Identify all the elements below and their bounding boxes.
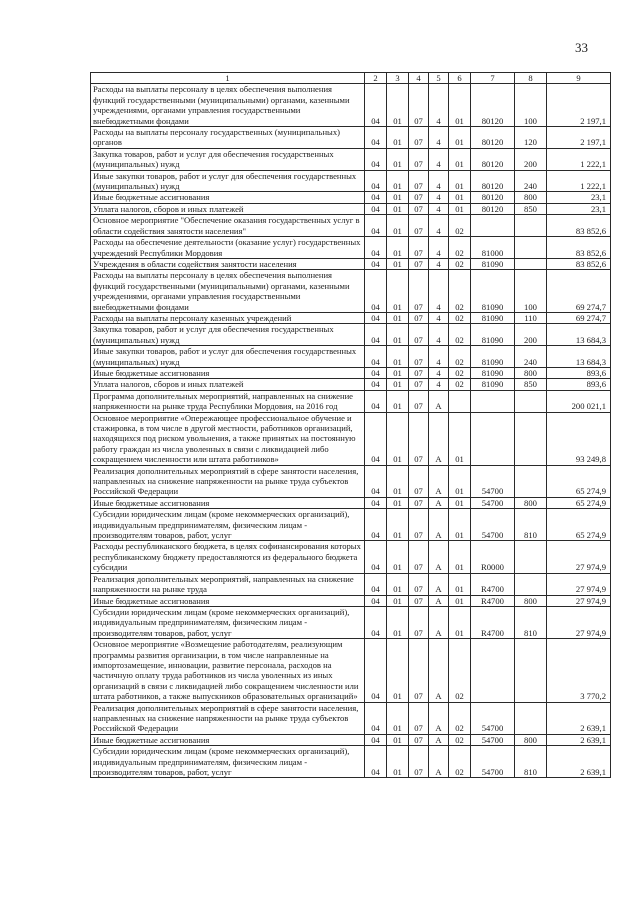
- code-cell: 04: [365, 258, 387, 269]
- code-cell: А: [429, 639, 449, 702]
- target-code-cell: [471, 639, 515, 702]
- code-cell: 4: [429, 127, 449, 149]
- expense-type-cell: 110: [515, 312, 547, 323]
- target-code-cell: 54700: [471, 509, 515, 541]
- table-row: [91, 215, 611, 237]
- code-cell: 07: [409, 258, 429, 269]
- code-cell: 07: [409, 390, 429, 412]
- table-row: [91, 170, 611, 192]
- code-cell: 07: [409, 127, 429, 149]
- code-cell: 01: [449, 127, 471, 149]
- target-code-cell: R4700: [471, 606, 515, 638]
- table-row: [91, 84, 611, 127]
- target-code-cell: [471, 390, 515, 412]
- table-row: [91, 346, 611, 368]
- expense-type-cell: [515, 237, 547, 259]
- amount-cell: 2 197,1: [547, 127, 611, 149]
- expense-type-cell: [515, 573, 547, 595]
- expense-type-cell: 120: [515, 127, 547, 149]
- code-cell: 4: [429, 312, 449, 323]
- target-code-cell: 81090: [471, 346, 515, 368]
- code-cell: 4: [429, 379, 449, 390]
- header-cell: 6: [449, 73, 471, 84]
- amount-cell: 83 852,6: [547, 237, 611, 259]
- name-cell: Иные бюджетные ассигнования: [91, 192, 365, 203]
- code-cell: 04: [365, 639, 387, 702]
- page-number: 33: [575, 40, 588, 55]
- name-cell: Уплата налогов, сборов и иных платежей: [91, 379, 365, 390]
- expense-type-cell: [515, 390, 547, 412]
- code-cell: 02: [449, 215, 471, 237]
- code-cell: А: [429, 509, 449, 541]
- code-cell: 01: [387, 746, 409, 778]
- amount-cell: 93 249,8: [547, 412, 611, 465]
- code-cell: 07: [409, 509, 429, 541]
- name-cell: Уплата налогов, сборов и иных платежей: [91, 203, 365, 214]
- code-cell: 4: [429, 170, 449, 192]
- code-cell: 01: [387, 509, 409, 541]
- code-cell: 04: [365, 734, 387, 745]
- amount-cell: 65 274,9: [547, 465, 611, 497]
- target-code-cell: 81000: [471, 237, 515, 259]
- code-cell: 01: [387, 702, 409, 734]
- code-cell: А: [429, 465, 449, 497]
- code-cell: 04: [365, 497, 387, 508]
- code-cell: 04: [365, 595, 387, 606]
- target-code-cell: 54700: [471, 497, 515, 508]
- target-code-cell: 80120: [471, 203, 515, 214]
- code-cell: 01: [449, 595, 471, 606]
- code-cell: 01: [449, 192, 471, 203]
- header-cell: 1: [91, 73, 365, 84]
- amount-cell: 23,1: [547, 192, 611, 203]
- target-code-cell: R0000: [471, 541, 515, 573]
- expense-type-cell: 100: [515, 84, 547, 127]
- code-cell: 01: [387, 312, 409, 323]
- code-cell: А: [429, 412, 449, 465]
- code-cell: 04: [365, 465, 387, 497]
- table-row: [91, 237, 611, 259]
- code-cell: 01: [387, 215, 409, 237]
- table-row: [91, 324, 611, 346]
- code-cell: 02: [449, 702, 471, 734]
- code-cell: 01: [387, 412, 409, 465]
- code-cell: 01: [449, 203, 471, 214]
- expense-type-cell: 850: [515, 203, 547, 214]
- code-cell: 01: [387, 148, 409, 170]
- code-cell: 01: [387, 270, 409, 313]
- code-cell: 04: [365, 702, 387, 734]
- code-cell: 04: [365, 237, 387, 259]
- target-code-cell: 54700: [471, 465, 515, 497]
- code-cell: А: [429, 595, 449, 606]
- name-cell: Реализация дополнительных мероприятий в сфере занятости населения, направленных на снижение напряженности на рынке труда субъектов Российской Федерации: [91, 702, 365, 734]
- table-row: [91, 127, 611, 149]
- code-cell: [449, 390, 471, 412]
- code-cell: 4: [429, 346, 449, 368]
- code-cell: 02: [449, 324, 471, 346]
- amount-cell: 23,1: [547, 203, 611, 214]
- amount-cell: 83 852,6: [547, 215, 611, 237]
- target-code-cell: 81090: [471, 324, 515, 346]
- expense-type-cell: [515, 702, 547, 734]
- code-cell: 07: [409, 192, 429, 203]
- header-cell: 4: [409, 73, 429, 84]
- code-cell: 04: [365, 346, 387, 368]
- expense-type-cell: [515, 541, 547, 573]
- code-cell: 4: [429, 324, 449, 346]
- amount-cell: 27 974,9: [547, 573, 611, 595]
- code-cell: 01: [387, 606, 409, 638]
- amount-cell: 13 684,3: [547, 324, 611, 346]
- expense-type-cell: [515, 465, 547, 497]
- code-cell: 4: [429, 203, 449, 214]
- code-cell: 07: [409, 312, 429, 323]
- name-cell: Расходы на обеспечение деятельности (оказание услуг) государственных учреждений Республики Мордовия: [91, 237, 365, 259]
- name-cell: Субсидии юридическим лицам (кроме некоммерческих организаций), индивидуальным предпринимателям, физическим лицам - производителям товаров, работ, услуг: [91, 606, 365, 638]
- code-cell: 01: [387, 170, 409, 192]
- table-row: [91, 746, 611, 778]
- target-code-cell: R4700: [471, 595, 515, 606]
- amount-cell: 3 770,2: [547, 639, 611, 702]
- code-cell: 01: [387, 346, 409, 368]
- code-cell: 02: [449, 346, 471, 368]
- code-cell: 07: [409, 215, 429, 237]
- code-cell: 02: [449, 237, 471, 259]
- code-cell: 01: [387, 203, 409, 214]
- table-row: [91, 702, 611, 734]
- code-cell: 01: [387, 237, 409, 259]
- table-row: [91, 465, 611, 497]
- table-header-row: [91, 73, 611, 84]
- table-row: [91, 192, 611, 203]
- header-cell: 3: [387, 73, 409, 84]
- code-cell: А: [429, 541, 449, 573]
- code-cell: 07: [409, 606, 429, 638]
- amount-cell: 2 639,1: [547, 702, 611, 734]
- code-cell: 07: [409, 148, 429, 170]
- code-cell: 04: [365, 379, 387, 390]
- code-cell: 02: [449, 270, 471, 313]
- name-cell: Иные закупки товаров, работ и услуг для обеспечения государственных (муниципальных) нужд: [91, 346, 365, 368]
- code-cell: 01: [387, 639, 409, 702]
- code-cell: 4: [429, 148, 449, 170]
- expense-type-cell: 800: [515, 734, 547, 745]
- expense-type-cell: 800: [515, 595, 547, 606]
- code-cell: 01: [387, 192, 409, 203]
- code-cell: 01: [387, 324, 409, 346]
- code-cell: 4: [429, 367, 449, 378]
- name-cell: Субсидии юридическим лицам (кроме некоммерческих организаций), индивидуальным предпринимателям, физическим лицам - производителям товаров, работ, услуг: [91, 509, 365, 541]
- code-cell: 04: [365, 509, 387, 541]
- code-cell: 01: [387, 734, 409, 745]
- code-cell: А: [429, 734, 449, 745]
- amount-cell: 69 274,7: [547, 312, 611, 323]
- name-cell: Программа дополнительных мероприятий, направленных на снижение напряженности на рынке труда Республики Мордовия, на 2016 год: [91, 390, 365, 412]
- code-cell: 04: [365, 84, 387, 127]
- target-code-cell: [471, 215, 515, 237]
- amount-cell: 69 274,7: [547, 270, 611, 313]
- name-cell: Учреждения в области содействия занятости населения: [91, 258, 365, 269]
- amount-cell: 893,6: [547, 367, 611, 378]
- code-cell: 02: [449, 258, 471, 269]
- name-cell: Закупка товаров, работ и услуг для обеспечения государственных (муниципальных) нужд: [91, 148, 365, 170]
- expense-type-cell: 810: [515, 606, 547, 638]
- code-cell: 01: [449, 606, 471, 638]
- expense-type-cell: 850: [515, 379, 547, 390]
- expense-type-cell: [515, 639, 547, 702]
- name-cell: Основное мероприятие «Опережающее профессиональное обучение и стажировка, в том числе в другой местности, работников организаций, находящихся под риском увольнения, а также принятых на постоянную работу граждан из числа уволенных в связи с ликвидацией либо сокращением численности или штата работников»: [91, 412, 365, 465]
- amount-cell: 65 274,9: [547, 497, 611, 508]
- target-code-cell: 54700: [471, 746, 515, 778]
- code-cell: 01: [387, 390, 409, 412]
- code-cell: 04: [365, 203, 387, 214]
- expense-type-cell: 200: [515, 148, 547, 170]
- code-cell: А: [429, 746, 449, 778]
- expense-type-cell: [515, 258, 547, 269]
- code-cell: 07: [409, 465, 429, 497]
- table-row: [91, 148, 611, 170]
- table-row: [91, 412, 611, 465]
- code-cell: 04: [365, 215, 387, 237]
- target-code-cell: 80120: [471, 170, 515, 192]
- target-code-cell: 80120: [471, 192, 515, 203]
- code-cell: 01: [449, 170, 471, 192]
- expense-type-cell: [515, 412, 547, 465]
- code-cell: 04: [365, 170, 387, 192]
- table-row: [91, 258, 611, 269]
- expense-type-cell: 800: [515, 192, 547, 203]
- amount-cell: 13 684,3: [547, 346, 611, 368]
- target-code-cell: 80120: [471, 84, 515, 127]
- code-cell: А: [429, 702, 449, 734]
- code-cell: 01: [387, 595, 409, 606]
- name-cell: Основное мероприятие «Возмещение работодателям, реализующим программы развития организации, в том числе направленные на импортозамещение, инновации, развитие персонала, расходов на частичную оплату труда работников из числа уволенных из иных организаций в связи с ликвидацией либо сокращением численности или штата работников, а также выпускников образовательных организаций»: [91, 639, 365, 702]
- code-cell: 02: [449, 312, 471, 323]
- code-cell: 07: [409, 595, 429, 606]
- code-cell: А: [429, 497, 449, 508]
- expense-type-cell: 240: [515, 346, 547, 368]
- code-cell: 07: [409, 639, 429, 702]
- code-cell: 02: [449, 734, 471, 745]
- code-cell: 07: [409, 237, 429, 259]
- code-cell: 02: [449, 639, 471, 702]
- code-cell: 01: [387, 84, 409, 127]
- code-cell: 07: [409, 573, 429, 595]
- table-row: [91, 367, 611, 378]
- code-cell: 04: [365, 312, 387, 323]
- table-row: [91, 312, 611, 323]
- table-row: [91, 270, 611, 313]
- code-cell: 04: [365, 324, 387, 346]
- code-cell: 04: [365, 127, 387, 149]
- table-row: [91, 390, 611, 412]
- code-cell: 04: [365, 412, 387, 465]
- target-code-cell: 54700: [471, 702, 515, 734]
- name-cell: Расходы на выплаты персоналу государственных (муниципальных) органов: [91, 127, 365, 149]
- code-cell: 07: [409, 170, 429, 192]
- code-cell: 07: [409, 84, 429, 127]
- code-cell: 04: [365, 606, 387, 638]
- target-code-cell: 54700: [471, 734, 515, 745]
- code-cell: 07: [409, 746, 429, 778]
- code-cell: 07: [409, 541, 429, 573]
- table-row: [91, 497, 611, 508]
- amount-cell: 200 021,1: [547, 390, 611, 412]
- code-cell: 07: [409, 702, 429, 734]
- code-cell: 07: [409, 203, 429, 214]
- target-code-cell: 80120: [471, 148, 515, 170]
- amount-cell: 27 974,9: [547, 595, 611, 606]
- code-cell: 07: [409, 346, 429, 368]
- amount-cell: 65 274,9: [547, 509, 611, 541]
- code-cell: 01: [387, 465, 409, 497]
- expense-type-cell: 200: [515, 324, 547, 346]
- target-code-cell: 80120: [471, 127, 515, 149]
- amount-cell: 2 639,1: [547, 746, 611, 778]
- table-row: [91, 606, 611, 638]
- code-cell: 07: [409, 367, 429, 378]
- table-row: [91, 595, 611, 606]
- code-cell: 07: [409, 379, 429, 390]
- expense-type-cell: [515, 215, 547, 237]
- amount-cell: 2 639,1: [547, 734, 611, 745]
- code-cell: 4: [429, 270, 449, 313]
- table-row: [91, 509, 611, 541]
- target-code-cell: R4700: [471, 573, 515, 595]
- name-cell: Основное мероприятие "Обеспечение оказания государственных услуг в области содействия занятости населения": [91, 215, 365, 237]
- code-cell: 07: [409, 734, 429, 745]
- code-cell: 04: [365, 390, 387, 412]
- amount-cell: 27 974,9: [547, 606, 611, 638]
- code-cell: А: [429, 390, 449, 412]
- code-cell: 01: [387, 379, 409, 390]
- expense-type-cell: 810: [515, 509, 547, 541]
- name-cell: Расходы на выплаты персоналу в целях обеспечения выполнения функций государственными (муниципальными) органами, казенными учреждениями, органами управления государственными внебюджетными фондами: [91, 84, 365, 127]
- name-cell: Субсидии юридическим лицам (кроме некоммерческих организаций), индивидуальным предпринимателям, физическим лицам - производителям товаров, работ, услуг: [91, 746, 365, 778]
- code-cell: 01: [449, 465, 471, 497]
- code-cell: 04: [365, 573, 387, 595]
- code-cell: 4: [429, 215, 449, 237]
- table-row: [91, 379, 611, 390]
- target-code-cell: 81090: [471, 379, 515, 390]
- amount-cell: 83 852,6: [547, 258, 611, 269]
- table-row: [91, 541, 611, 573]
- target-code-cell: 81090: [471, 312, 515, 323]
- name-cell: Иные бюджетные ассигнования: [91, 734, 365, 745]
- header-cell: 5: [429, 73, 449, 84]
- amount-cell: 893,6: [547, 379, 611, 390]
- code-cell: А: [429, 606, 449, 638]
- code-cell: 04: [365, 541, 387, 573]
- name-cell: Закупка товаров, работ и услуг для обеспечения государственных (муниципальных) нужд: [91, 324, 365, 346]
- code-cell: 07: [409, 270, 429, 313]
- table-row: [91, 573, 611, 595]
- code-cell: 04: [365, 367, 387, 378]
- code-cell: 01: [387, 497, 409, 508]
- expense-type-cell: 810: [515, 746, 547, 778]
- code-cell: 01: [449, 84, 471, 127]
- name-cell: Реализация дополнительных мероприятий в сфере занятости населения, направленных на снижение напряженности на рынке труда субъектов Российской Федерации: [91, 465, 365, 497]
- code-cell: 01: [449, 509, 471, 541]
- header-cell: 2: [365, 73, 387, 84]
- amount-cell: 1 222,1: [547, 148, 611, 170]
- code-cell: 04: [365, 270, 387, 313]
- code-cell: 04: [365, 746, 387, 778]
- name-cell: Расходы республиканского бюджета, в целях софинансирования которых республиканскому бюджету предоставляются из федерального бюджета субсидии: [91, 541, 365, 573]
- code-cell: 01: [387, 367, 409, 378]
- code-cell: 04: [365, 148, 387, 170]
- target-code-cell: 81090: [471, 270, 515, 313]
- code-cell: 01: [449, 148, 471, 170]
- table-row: [91, 203, 611, 214]
- table-row: [91, 639, 611, 702]
- code-cell: 01: [387, 573, 409, 595]
- code-cell: 04: [365, 192, 387, 203]
- name-cell: Иные бюджетные ассигнования: [91, 367, 365, 378]
- code-cell: 4: [429, 84, 449, 127]
- code-cell: 4: [429, 237, 449, 259]
- code-cell: 01: [449, 412, 471, 465]
- expense-type-cell: 100: [515, 270, 547, 313]
- code-cell: 02: [449, 367, 471, 378]
- budget-table: [90, 72, 611, 778]
- code-cell: 01: [449, 573, 471, 595]
- code-cell: 01: [387, 541, 409, 573]
- table-row: [91, 734, 611, 745]
- target-code-cell: 81090: [471, 258, 515, 269]
- amount-cell: 1 222,1: [547, 170, 611, 192]
- code-cell: 01: [449, 497, 471, 508]
- code-cell: 07: [409, 412, 429, 465]
- amount-cell: 2 197,1: [547, 84, 611, 127]
- target-code-cell: [471, 412, 515, 465]
- expense-type-cell: 800: [515, 367, 547, 378]
- amount-cell: 27 974,9: [547, 541, 611, 573]
- expense-type-cell: 800: [515, 497, 547, 508]
- code-cell: 01: [387, 258, 409, 269]
- code-cell: 4: [429, 258, 449, 269]
- name-cell: Иные закупки товаров, работ и услуг для обеспечения государственных (муниципальных) нужд: [91, 170, 365, 192]
- header-cell: 7: [471, 73, 515, 84]
- name-cell: Иные бюджетные ассигнования: [91, 595, 365, 606]
- target-code-cell: 81090: [471, 367, 515, 378]
- name-cell: Расходы на выплаты персоналу в целях обеспечения выполнения функций государственными (муниципальными) органами, казенными учреждениями, органами управления государственными внебюджетными фондами: [91, 270, 365, 313]
- code-cell: 01: [387, 127, 409, 149]
- code-cell: 4: [429, 192, 449, 203]
- code-cell: 07: [409, 324, 429, 346]
- header-cell: 8: [515, 73, 547, 84]
- header-cell: 9: [547, 73, 611, 84]
- code-cell: 01: [449, 541, 471, 573]
- expense-type-cell: 240: [515, 170, 547, 192]
- code-cell: А: [429, 573, 449, 595]
- code-cell: 07: [409, 497, 429, 508]
- name-cell: Иные бюджетные ассигнования: [91, 497, 365, 508]
- name-cell: Реализация дополнительных мероприятий, направленных на снижение напряженности на рынке труда: [91, 573, 365, 595]
- code-cell: 02: [449, 746, 471, 778]
- name-cell: Расходы на выплаты персоналу казенных учреждений: [91, 312, 365, 323]
- code-cell: 02: [449, 379, 471, 390]
